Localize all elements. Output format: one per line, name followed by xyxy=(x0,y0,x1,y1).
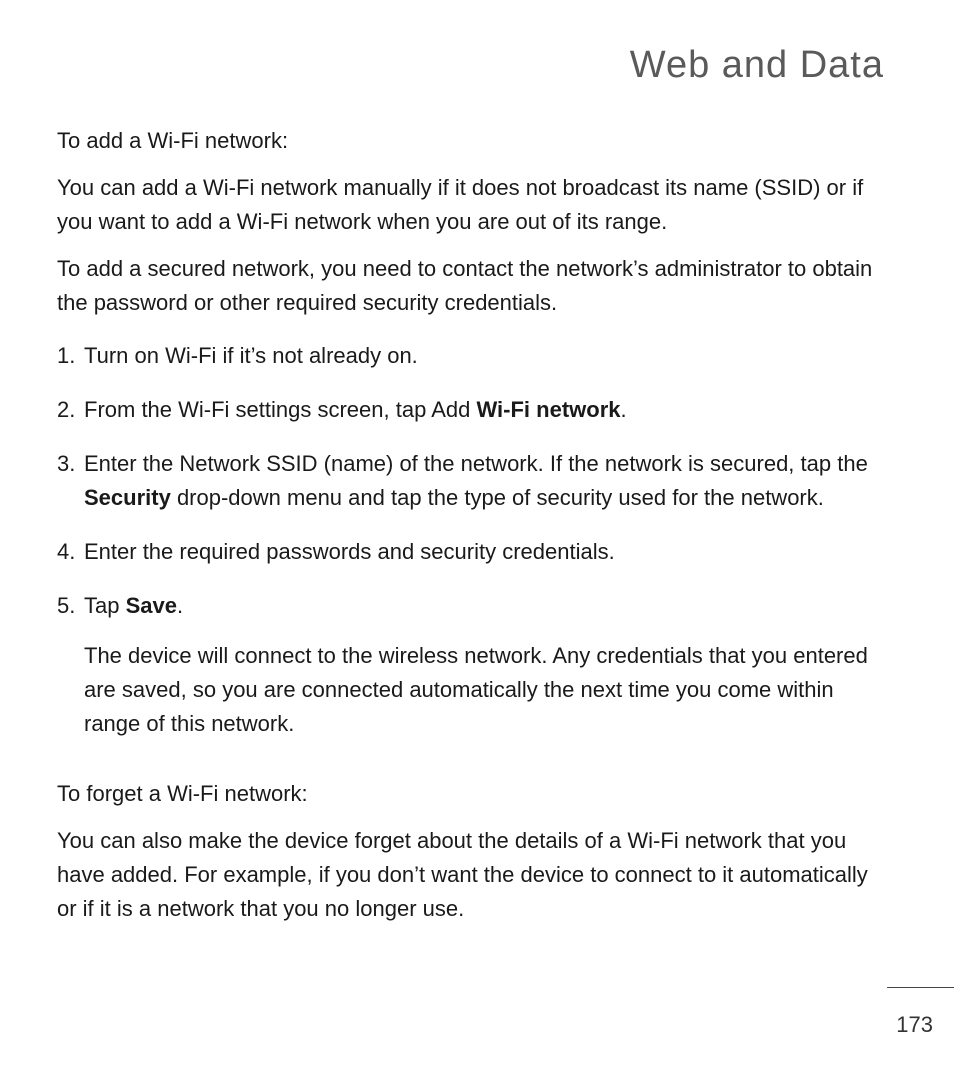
footer-divider xyxy=(887,987,954,988)
step-number: 2. xyxy=(57,397,76,422)
step-text-end: . xyxy=(620,397,627,422)
forget-wifi-heading: To forget a Wi-Fi network: xyxy=(57,781,308,806)
step-number: 5. xyxy=(57,593,76,618)
step-text: Turn on Wi-Fi if it’s not already on. xyxy=(84,343,418,368)
step-number: 3. xyxy=(57,451,76,476)
step-text-end: drop-down menu and tap the type of security used for the network. xyxy=(170,485,824,510)
add-wifi-heading: To add a Wi-Fi network: xyxy=(57,128,289,153)
add-wifi-steps-list xyxy=(57,339,887,623)
page-number: 173 xyxy=(896,1012,933,1037)
page-content xyxy=(57,124,887,939)
step-text: From the Wi-Fi settings screen, tap Add xyxy=(84,397,477,422)
step-5-note: The device will connect to the wireless network. Any credentials that you entered are saved, so you are connected automatically the next time you come within range of this network. xyxy=(84,643,868,736)
wifi-network-term: Wi-Fi network xyxy=(476,397,621,422)
page-title: Web and Data xyxy=(629,44,884,86)
save-term: Save xyxy=(125,593,177,618)
step-5 xyxy=(57,589,887,623)
step-3 xyxy=(57,447,887,515)
step-text: Enter the required passwords and security credentials. xyxy=(84,539,615,564)
step-text: Tap xyxy=(84,593,126,618)
step-text: Enter the Network SSID (name) of the network. If the network is secured, tap the xyxy=(84,451,868,476)
forget-wifi-paragraph: You can also make the device forget about the details of a Wi-Fi network that you have added. For example, if you don’t want the device to connect to it automatically or if it is a network that you no longer use. xyxy=(57,828,868,921)
step-text-end: . xyxy=(176,593,184,618)
secured-network-paragraph: To add a secured network, you need to contact the network’s administrator to obtain the password or other required security credentials. xyxy=(57,256,873,315)
step-1 xyxy=(57,339,887,373)
security-term: Security xyxy=(84,485,171,510)
step-4 xyxy=(57,535,887,569)
step-2 xyxy=(57,393,887,427)
step-number: 4. xyxy=(57,539,76,564)
add-wifi-intro-paragraph: You can add a Wi-Fi network manually if it does not broadcast its name (SSID) or if you want to add a Wi-Fi network when you are out of its range. xyxy=(57,175,864,234)
step-number: 1. xyxy=(57,343,76,368)
